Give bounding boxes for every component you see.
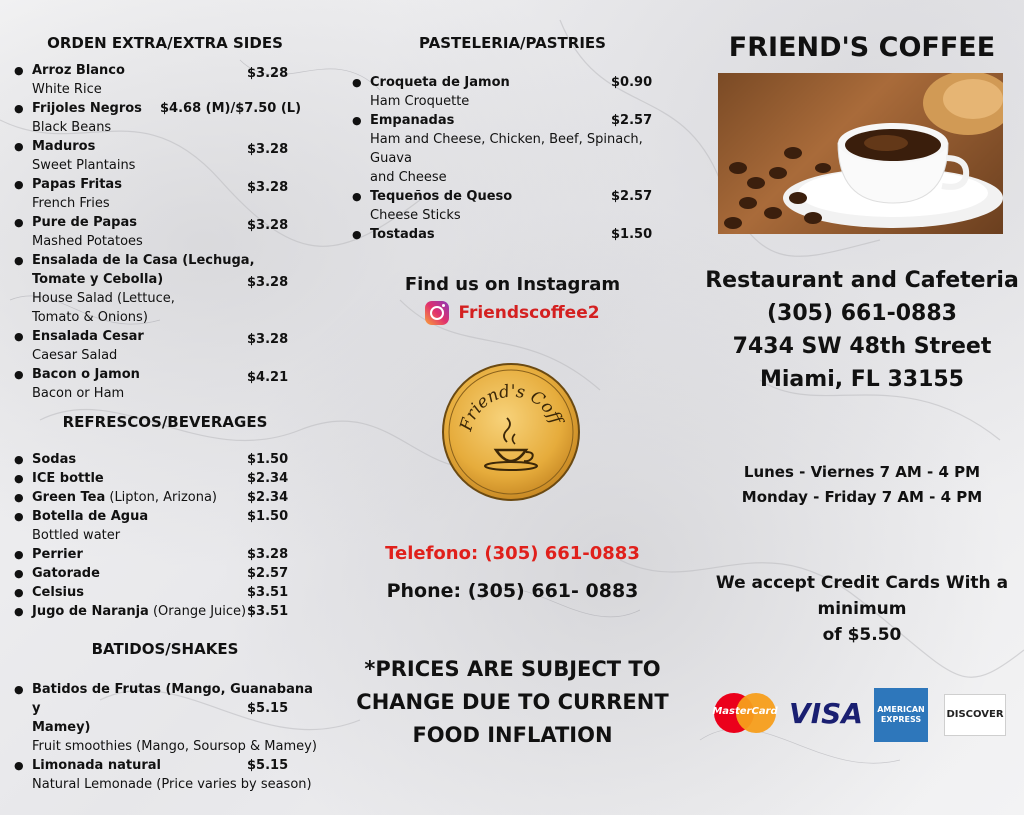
pastries-heading: PASTELERIA/PASTRIES [419,34,606,52]
instagram-icon [425,301,449,325]
brand-address-line2: Miami, FL 33155 [759,367,964,392]
discover-logo: DISCOVER [944,694,1006,736]
visa-logo: VISA [789,697,863,730]
list-item: ● Ensalada Cesar $3.28 Caesar Salad [14,329,289,363]
brand-title: FRIEND'S COFFEE [728,32,996,63]
list-item: ● Arroz Blanco $3.28 White Rice [14,63,289,97]
extra-sides-list [14,61,322,403]
list-item: ● Tostadas $1.50 [352,227,653,242]
list-item: ● Frijoles Negros $4.68 (M)/$7.50 (L) Black Beans [14,101,302,135]
beverages-list [14,450,322,621]
hours-spanish: Lunes - Viernes 7 AM - 4 PM [743,463,981,481]
instagram-handle: Friendscoffee2 [458,303,600,323]
list-item: ● Papas Fritas $3.28 French Fries [14,177,289,211]
list-item: ● ICE bottle $2.34 [14,471,289,486]
shakes-list [14,680,322,794]
shakes-heading: BATIDOS/SHAKES [91,640,239,658]
right-panel [700,0,1024,815]
list-item: ● Botella de Agua $1.50 Bottled water [14,509,289,543]
mastercard-logo: MasterCard [712,691,778,737]
list-item: ● Gatorade $2.57 [14,566,289,581]
american-express-logo: AMERICAN EXPRESS [874,688,928,742]
list-item: ● Empanadas $2.57 Ham and Cheese, Chicken, Beef, Spinach, Guava and Cheese [352,113,653,185]
beverages-heading: REFRESCOS/BEVERAGES [62,413,268,431]
instagram-heading: Find us on Instagram [404,274,621,295]
instagram-link[interactable] [340,301,685,325]
list-item: ● Maduros $3.28 Sweet Plantains [14,139,289,173]
list-item: ● Sodas $1.50 [14,452,289,467]
svg-text:Friend's Coffee: Friend's Coffee [456,381,567,434]
coffee-photo [718,73,1003,234]
list-item: ● Batidos de Frutas (Mango, Guanabana y Mamey) $5.15 Fruit smoothies (Mango, Soursop & Mamey) [14,682,317,754]
list-item: ● Pure de Papas $3.28 Mashed Potatoes [14,215,289,249]
hours [700,460,1024,510]
friends-coffee-logo [441,362,581,502]
list-item: ● Limonada natural $5.15 Natural Lemonade (Price varies by season) [14,758,312,792]
list-item: ● Croqueta de Jamon $0.90 Ham Croquette [352,75,653,109]
list-item: ● Jugo de Naranja (Orange Juice) $3.51 [14,604,289,619]
brand-phone: (305) 661-0883 [767,301,957,326]
price-notice: *PRICES ARE SUBJECT TO CHANGE DUE TO CURRENT FOOD INFLATION [356,657,669,747]
list-item: ● Green Tea (Lipton, Arizona) $2.34 [14,490,289,505]
telefono-line: Telefono: (305) 661-0883 [385,543,640,564]
list-item: ● Ensalada de la Casa (Lechuga, Tomate y Cebolla) $3.28 House Salad (Lettuce, Tomato & Onions) [14,253,289,325]
left-panel [0,0,330,815]
list-item: ● Tequeños de Queso $2.57 Cheese Sticks [352,189,653,223]
list-item: ● Perrier $3.28 [14,547,289,562]
phone-line: Phone: (305) 661- 0883 [386,580,639,602]
card-logos [712,688,1017,743]
credit-card-notice: We accept Credit Cards With a minimum of $5.50 [715,573,1009,645]
hours-english: Monday - Friday 7 AM - 4 PM [741,488,983,506]
middle-panel [340,0,685,815]
brand-subtitle: Restaurant and Cafeteria [705,268,1019,293]
brand-address-line1: 7434 SW 48th Street [732,334,992,359]
brand-info [700,264,1024,396]
list-item: ● Bacon o Jamon $4.21 Bacon or Ham [14,367,289,401]
pastries-list [352,73,680,244]
extra-sides-heading: ORDEN EXTRA/EXTRA SIDES [47,34,283,52]
list-item: ● Celsius $3.51 [14,585,289,600]
